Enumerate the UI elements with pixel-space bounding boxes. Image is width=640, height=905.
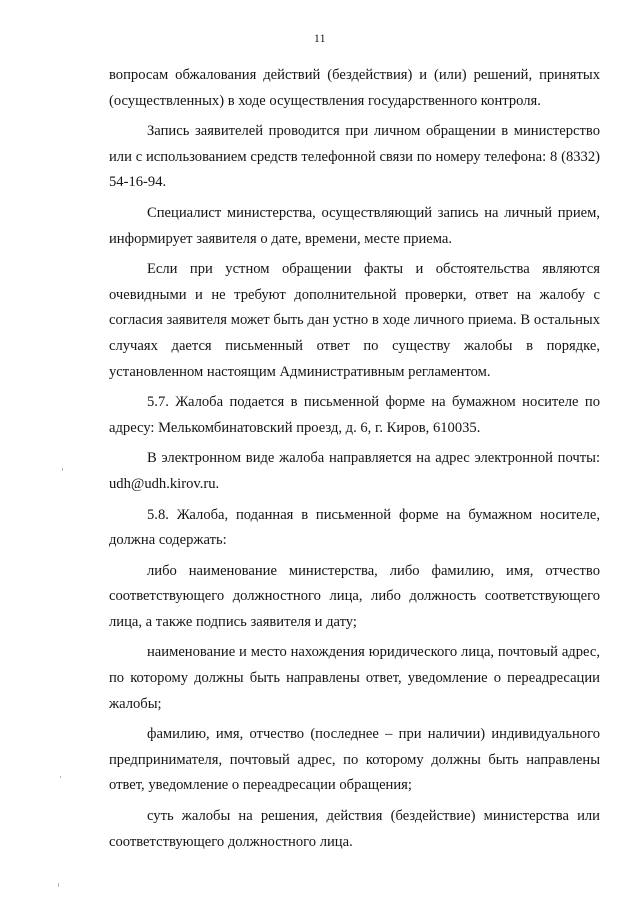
scan-speck [60, 776, 61, 778]
scan-speck [58, 883, 59, 887]
page-number: 11 [313, 33, 327, 45]
document-body [109, 63, 600, 860]
paragraph-item-complaint-essence: суть жалобы на решения, действия (бездействие) министерства или соответствующего должностного лица. [109, 808, 600, 850]
paragraph-5-7-postal-address: 5.7. Жалоба подается в письменной форме на бумажном носителе по адресу: Мелькомбинатовский проезд, д. 6, г. Киров, 610035. [109, 394, 600, 436]
paragraph-specialist-informs: Специалист министерства, осуществляющий запись на личный прием, информирует заявителя о дате, времени, месте приема. [109, 204, 600, 247]
scan-speck [62, 468, 63, 471]
paragraph-oral-answer: Если при устном обращении факты и обстоятельства являются очевидными и не требуют дополнительной проверки, ответ на жалобу с согласия заявителя может быть дан устно в ходе личного приема. В остальных случаях дается письменный ответ по существу жалобы в порядке, установленном настоящим Административным регламентом. [109, 261, 600, 380]
paragraph-email-address: В электронном виде жалоба направляется на адрес электронной почты: udh@udh.kirov.ru. [109, 450, 600, 492]
paragraph-item-official-name: либо наименование министерства, либо фамилию, имя, отчество соответствующего должностного лица, либо должность соответствующего лица, а также подпись заявителя и дату; [109, 562, 600, 630]
paragraph-item-entrepreneur: фамилию, имя, отчество (последнее – при наличии) индивидуального предпринимателя, почтовый адрес, по которому должны быть направлены ответ, уведомление о переадресации обращения; [109, 726, 600, 794]
paragraph-item-legal-entity: наименование и место нахождения юридического лица, почтовый адрес, по которому должны быть направлены ответ, уведомление о переадресации жалобы; [109, 644, 600, 712]
paragraph-appeal-topics: вопросам обжалования действий (бездействия) и (или) решений, принятых (осуществленных) в ходе осуществления государственного контроля. [109, 67, 600, 109]
paragraph-appointment-registration: Запись заявителей проводится при личном обращении в министерство или с использованием средств телефонной связи по номеру телефона: 8 (8332) 54-16-94. [109, 123, 600, 191]
paragraph-5-8-complaint-contents: 5.8. Жалоба, поданная в письменной форме на бумажном носителе, должна содержать: [109, 506, 600, 549]
